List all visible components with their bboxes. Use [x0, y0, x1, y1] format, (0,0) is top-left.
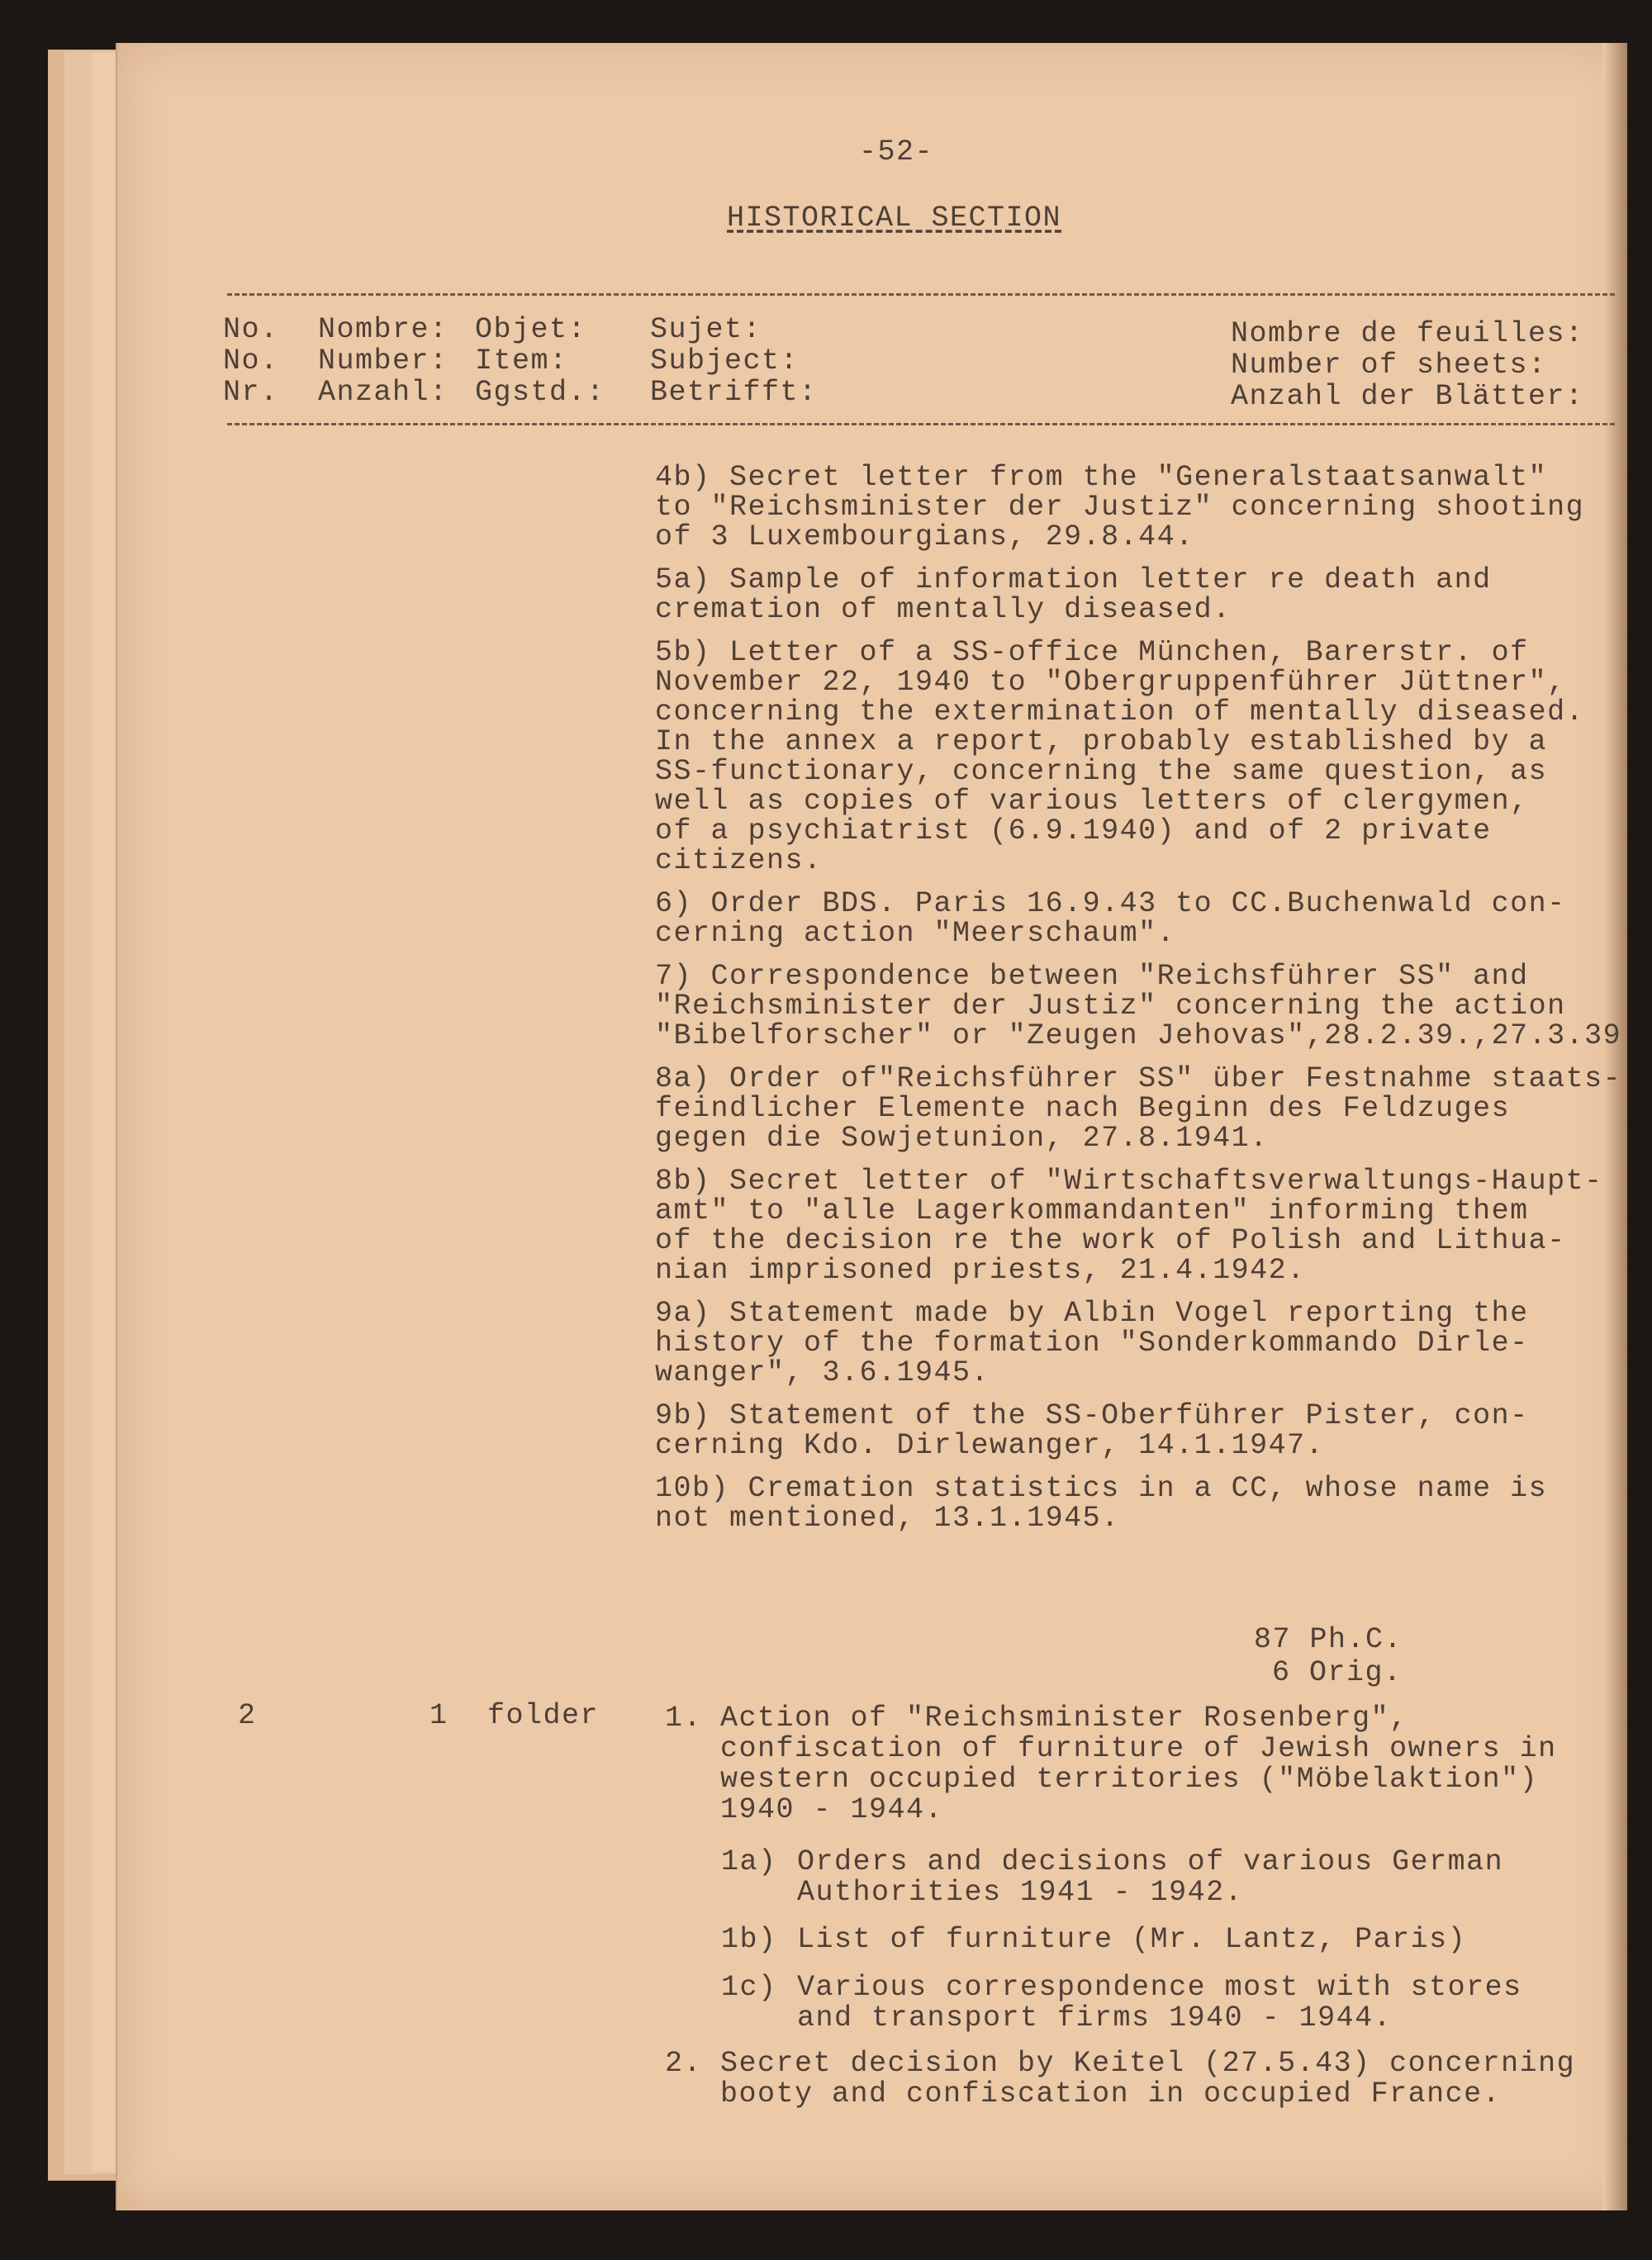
entry-8a: 8a) Order of"Reichsführer SS" über Festnahme staats- feindlicher Elemente nach Beginn des Feldzuges gegen die Sowjetunion, 27.8.1941. [655, 1062, 1622, 1155]
entry-list [655, 461, 1622, 1546]
header-sheets-fr: Nombre de feuilles: [1231, 317, 1584, 350]
header-bottom-rule [227, 423, 1615, 425]
row-2-sub-1b-label: 1b) [721, 1923, 777, 1956]
entry-8b: 8b) Secret letter of "Wirtschaftsverwaltungs-Haupt- amt" to "alle Lagerkommandanten" informing them of the decision re the work of Polish and Lithua- nian imprisoned priests, 21.4.1942. [655, 1165, 1603, 1287]
header-no-de: Nr. [223, 376, 279, 409]
section-title: HISTORICAL SECTION [727, 202, 1062, 235]
entry-9a: 9a) Statement made by Albin Vogel reporting the history of the formation "Sonderkommando Dirle- wanger", 3.6.1945. [655, 1297, 1529, 1389]
row-2-item-2-text: Secret decision by Keitel (27.5.43) concerning booty and confiscation in occupied France. [720, 2047, 1576, 2110]
row-2-sub-1a-label: 1a) [721, 1845, 777, 1878]
row-2-sub-1c-text: Various correspondence most with stores and transport firms 1940 - 1944. [797, 1971, 1522, 2034]
header-sheets-de: Anzahl der Blätter: [1231, 380, 1584, 413]
row-2-item-1-text: Action of "Reichsminister Rosenberg", confiscation of furniture of Jewish owners in western occupied territories ("Möbelaktion") 1940 - 1944. [720, 1702, 1557, 1826]
sheet-count-originals: 6 Orig. [1272, 1656, 1403, 1689]
row-2-item-2-num: 2. [665, 2047, 703, 2080]
header-number-de: Anzahl: [318, 376, 449, 409]
row-2-count: 1 [430, 1699, 449, 1732]
header-sheets-en: Number of sheets: [1231, 349, 1547, 382]
entry-4b: 4b) Secret letter from the "Generalstaatsanwalt" to "Reichsminister der Justiz" concerning shooting of 3 Luxembourgians, 29.8.44. [655, 461, 1585, 553]
header-subject-en: Subject: [650, 344, 800, 377]
row-2-item-1-num: 1. [665, 1702, 703, 1735]
page-number: -52- [859, 135, 934, 169]
entry-5b: 5b) Letter of a SS-office München, Barerstr. of November 22, 1940 to "Obergruppenführer Jüttner", concerning the extermination of mentally diseased. In the annex a report, probably established by a SS-functionary, concerning the same question, as well as copies of various letters of clergymen, of a psychiatrist (6.9.1940) and of 2 private citizens. [655, 636, 1585, 877]
entry-6: 6) Order BDS. Paris 16.9.43 to CC.Buchenwald con- cerning action "Meerschaum". [655, 887, 1566, 950]
entry-10b: 10b) Cremation statistics in a CC, whose name is not mentioned, 13.1.1945. [655, 1472, 1548, 1535]
header-item-en: Item: [475, 344, 568, 377]
row-2-sub-1a-text: Orders and decisions of various German Authorities 1941 - 1942. [797, 1845, 1504, 1909]
header-no-en: No. [223, 344, 279, 377]
header-number-fr: Nombre: [318, 313, 449, 346]
entry-7: 7) Correspondence between "Reichsführer SS" and "Reichsminister der Justiz" concerning the action "Bibelforscher" or "Zeugen Jehovas",28.2.39.,27.3.39 [655, 960, 1622, 1052]
header-top-rule [227, 293, 1615, 296]
header-number-en: Number: [318, 344, 449, 377]
sheet-count-photocopies: 87 Ph.C. [1254, 1623, 1403, 1656]
header-subject-de: Betrifft: [650, 376, 818, 409]
row-2-number: 2 [238, 1699, 257, 1732]
header-no-fr: No. [223, 313, 279, 346]
header-item-de: Ggstd.: [475, 376, 605, 409]
row-2-sub-1b-text: List of furniture (Mr. Lantz, Paris) [797, 1923, 1467, 1956]
entry-9b: 9b) Statement of the SS-Oberführer Pister, con- cerning Kdo. Dirlewanger, 14.1.1947. [655, 1399, 1529, 1462]
header-item-fr: Objet: [475, 313, 587, 346]
row-2-sub-1c-label: 1c) [721, 1971, 777, 2004]
entry-5a: 5a) Sample of information letter re death and cremation of mentally diseased. [655, 563, 1492, 626]
header-subject-fr: Sujet: [650, 313, 762, 346]
row-2-item: folder [487, 1699, 600, 1732]
